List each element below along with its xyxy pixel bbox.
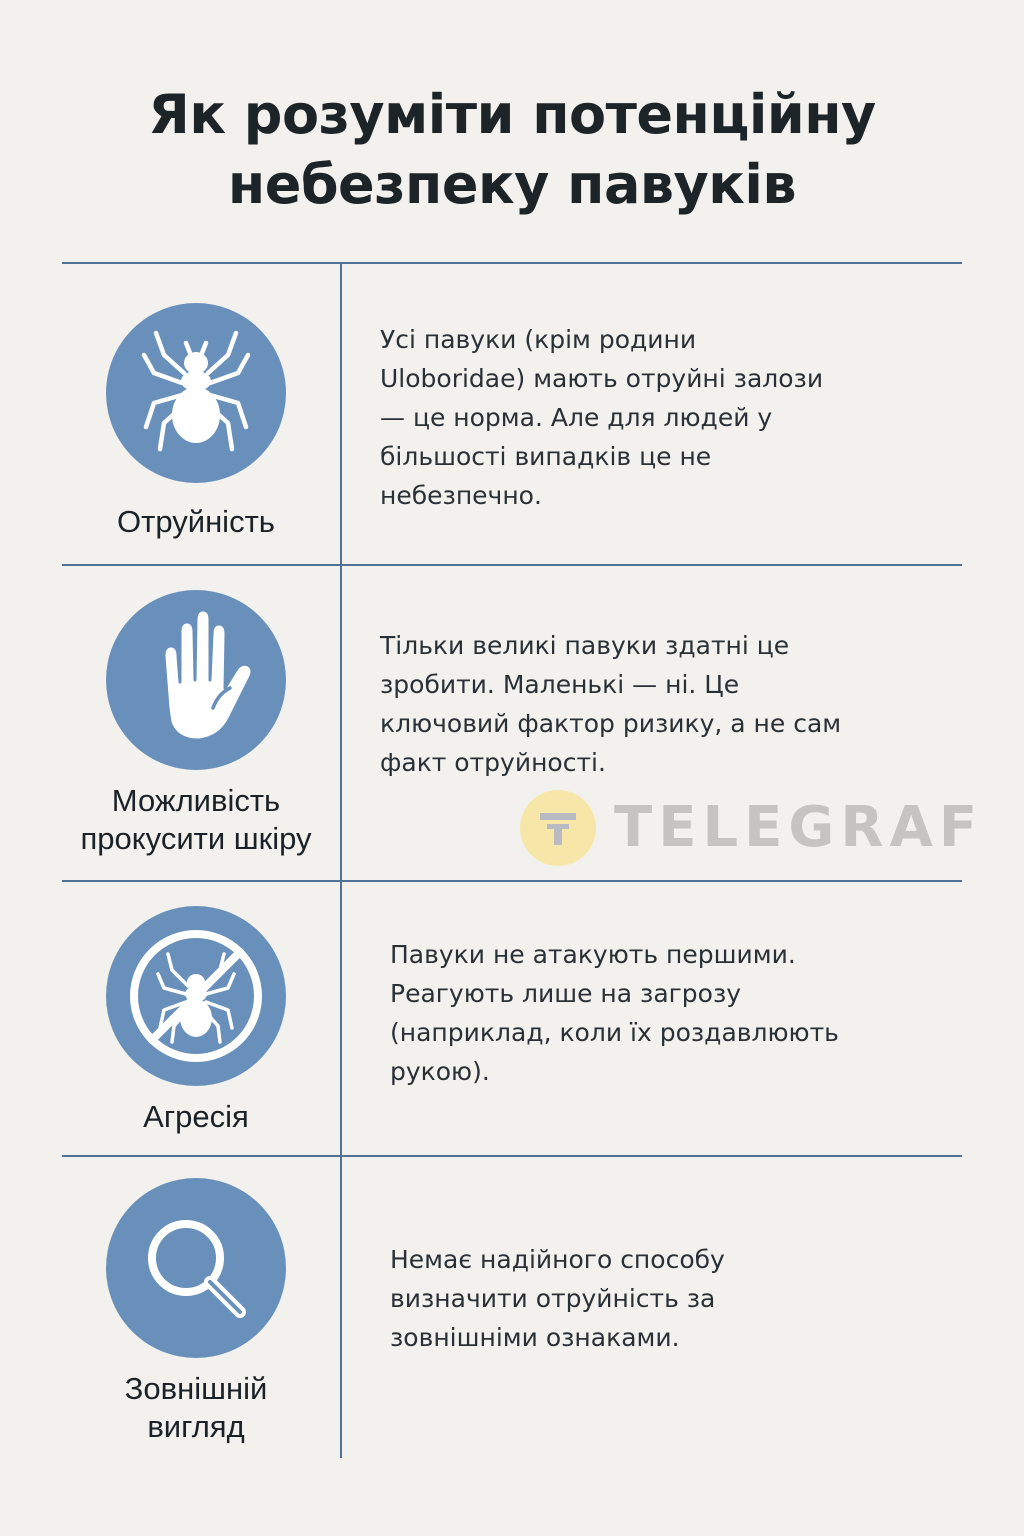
- title-line-1: Як розуміти потенційну: [148, 83, 876, 146]
- desc-bite-line-3: ключовий фактор ризику, а не сам: [380, 709, 842, 738]
- divider-row-2: [62, 880, 962, 882]
- desc-aggression-line-4: рукою).: [390, 1057, 490, 1086]
- label-bite: [40, 782, 352, 858]
- label-bite-line-1: Можливість: [111, 783, 281, 818]
- desc-venom: [380, 320, 920, 515]
- divider-row-3: [62, 1155, 962, 1157]
- label-bite-line-2: прокусити шкіру: [80, 821, 312, 856]
- desc-appearance: [390, 1240, 930, 1357]
- desc-bite-line-2: зробити. Маленькі — ні. Це: [380, 670, 740, 699]
- label-appearance: [40, 1370, 352, 1446]
- page-title: [0, 80, 1024, 220]
- label-aggression: [40, 1098, 352, 1136]
- label-venom-line: Отруйність: [117, 504, 275, 539]
- desc-aggression: [390, 935, 930, 1091]
- desc-bite-line-1: Тільки великі павуки здатні це: [380, 631, 790, 660]
- spider-icon: [106, 303, 286, 483]
- desc-appearance-line-1: Немає надійного способу: [390, 1245, 725, 1274]
- label-appearance-line-1: Зовнішній: [124, 1371, 268, 1406]
- label-venom: [40, 503, 352, 541]
- divider-vertical: [340, 262, 342, 1458]
- desc-bite: [380, 626, 920, 782]
- desc-venom-line-1: Усі павуки (крім родини: [380, 325, 697, 354]
- title-line-2: небезпеку павуків: [227, 153, 797, 216]
- watermark-text: TELEGRAF: [614, 795, 984, 860]
- desc-appearance-line-3: зовнішніми ознаками.: [390, 1323, 680, 1352]
- desc-bite-line-4: факт отруйності.: [380, 748, 606, 777]
- divider-top: [62, 262, 962, 264]
- watermark: [520, 788, 984, 868]
- desc-venom-line-2: Uloboridae) мають отруйні залози: [380, 364, 824, 393]
- label-appearance-line-2: вигляд: [147, 1409, 245, 1444]
- magnifier-icon: [106, 1178, 286, 1358]
- telegraf-logo-icon: [520, 790, 596, 866]
- desc-venom-line-4: більшості випадків це не: [380, 442, 712, 471]
- no-spider-icon: [106, 906, 286, 1086]
- divider-row-1: [62, 564, 962, 566]
- desc-aggression-line-2: Реагують лише на загрозу: [390, 979, 742, 1008]
- desc-venom-line-5: небезпечно.: [380, 481, 542, 510]
- desc-appearance-line-2: визначити отруйність за: [390, 1284, 716, 1313]
- hand-icon: [106, 590, 286, 770]
- desc-aggression-line-1: Павуки не атакують першими.: [390, 940, 796, 969]
- desc-aggression-line-3: (наприклад, коли їх роздавлюють: [390, 1018, 839, 1047]
- desc-venom-line-3: — це норма. Але для людей у: [380, 403, 773, 432]
- label-aggression-line: Агресія: [143, 1099, 249, 1134]
